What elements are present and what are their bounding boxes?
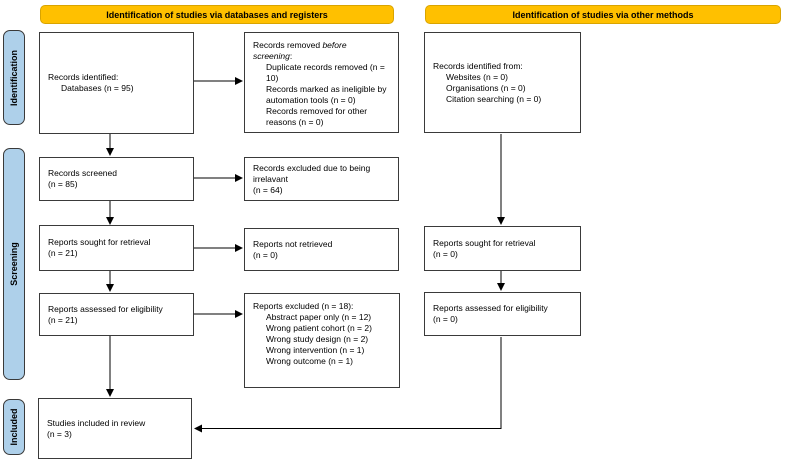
- box-text-line: Databases (n = 95): [61, 83, 134, 93]
- stage-identification: [3, 30, 25, 125]
- box-text-line: Reports sought for retrieval: [433, 237, 536, 248]
- box-text-line: Reports assessed for eligibility: [48, 303, 163, 314]
- box-text-line: Websites (n = 0): [446, 71, 508, 82]
- box-text-line: (n = 85): [48, 179, 78, 189]
- box-text-line: Reports excluded (n = 18):: [253, 301, 354, 311]
- box-text-italic-segment: before screening: [253, 40, 347, 61]
- stage-screening: [3, 148, 25, 380]
- box-text-line: Reports sought for retrieval: [48, 237, 151, 247]
- box-text-line: Wrong outcome (n = 1): [266, 356, 354, 366]
- banner-databases-registers: Identification of studies via databases and registers: [40, 5, 394, 24]
- box-text-line: Records identified:: [48, 72, 119, 82]
- stage-included-label: Included: [9, 408, 19, 446]
- box-text-line: [253, 40, 388, 62]
- box-text-segment: Records removed: [253, 40, 323, 50]
- box-text-line: Reports assessed for eligibility: [433, 303, 548, 313]
- box-text-line: Wrong patient cohort (n = 2): [266, 323, 372, 333]
- box-text-line: (n = 3): [47, 428, 72, 439]
- stage-included: [3, 399, 25, 455]
- box-reports-sought-other: [424, 226, 581, 271]
- box-text-line: (n = 0): [433, 314, 458, 324]
- box-text-line: (n = 21): [48, 314, 78, 325]
- box-text-line: (n = 21): [48, 248, 78, 258]
- box-text-line: Citation searching (n = 0): [446, 93, 542, 104]
- box-text-line: Organisations (n = 0): [446, 82, 526, 93]
- box-reports-assessed-other: [424, 292, 581, 336]
- box-records-identified-databases: [39, 32, 194, 134]
- box-text-line: (n = 64): [253, 184, 283, 195]
- box-text-line: Reports not retrieved: [253, 238, 333, 249]
- box-text-line: Wrong study design (n = 2): [266, 334, 369, 344]
- box-text-line: Wrong intervention (n = 1): [266, 345, 365, 355]
- box-reports-excluded: [244, 293, 400, 388]
- box-reports-sought-databases: [39, 225, 194, 271]
- box-text-line: Duplicate records removed (n = 10): [266, 62, 385, 83]
- box-reports-assessed-databases: [39, 293, 194, 336]
- box-studies-included: [38, 398, 192, 459]
- box-text-segment: :: [289, 51, 293, 61]
- box-text-line: Abstract paper only (n = 12): [266, 312, 372, 322]
- box-records-identified-other: [424, 32, 581, 133]
- box-records-excluded: [244, 157, 399, 201]
- box-text-line: Records excluded due to being irrelavant: [253, 162, 371, 184]
- banner-other-methods: Identification of studies via other methods: [425, 5, 781, 24]
- box-text-line: (n = 0): [253, 249, 278, 260]
- stage-screening-label: Screening: [9, 242, 19, 286]
- stage-identification-label: Identification: [9, 49, 19, 106]
- box-reports-not-retrieved: [244, 228, 399, 271]
- box-text-line: Records screened: [48, 168, 117, 178]
- box-text-line: Records marked as ineligible by automation tools (n = 0): [266, 84, 387, 105]
- box-text-line: Studies included in review: [47, 417, 146, 428]
- box-text-line: Records identified from:: [433, 60, 523, 71]
- box-records-screened: [39, 157, 194, 201]
- box-text-line: (n = 0): [433, 248, 458, 259]
- box-records-removed: [244, 32, 399, 133]
- box-text-line: Records removed for other reasons (n = 0): [266, 106, 368, 127]
